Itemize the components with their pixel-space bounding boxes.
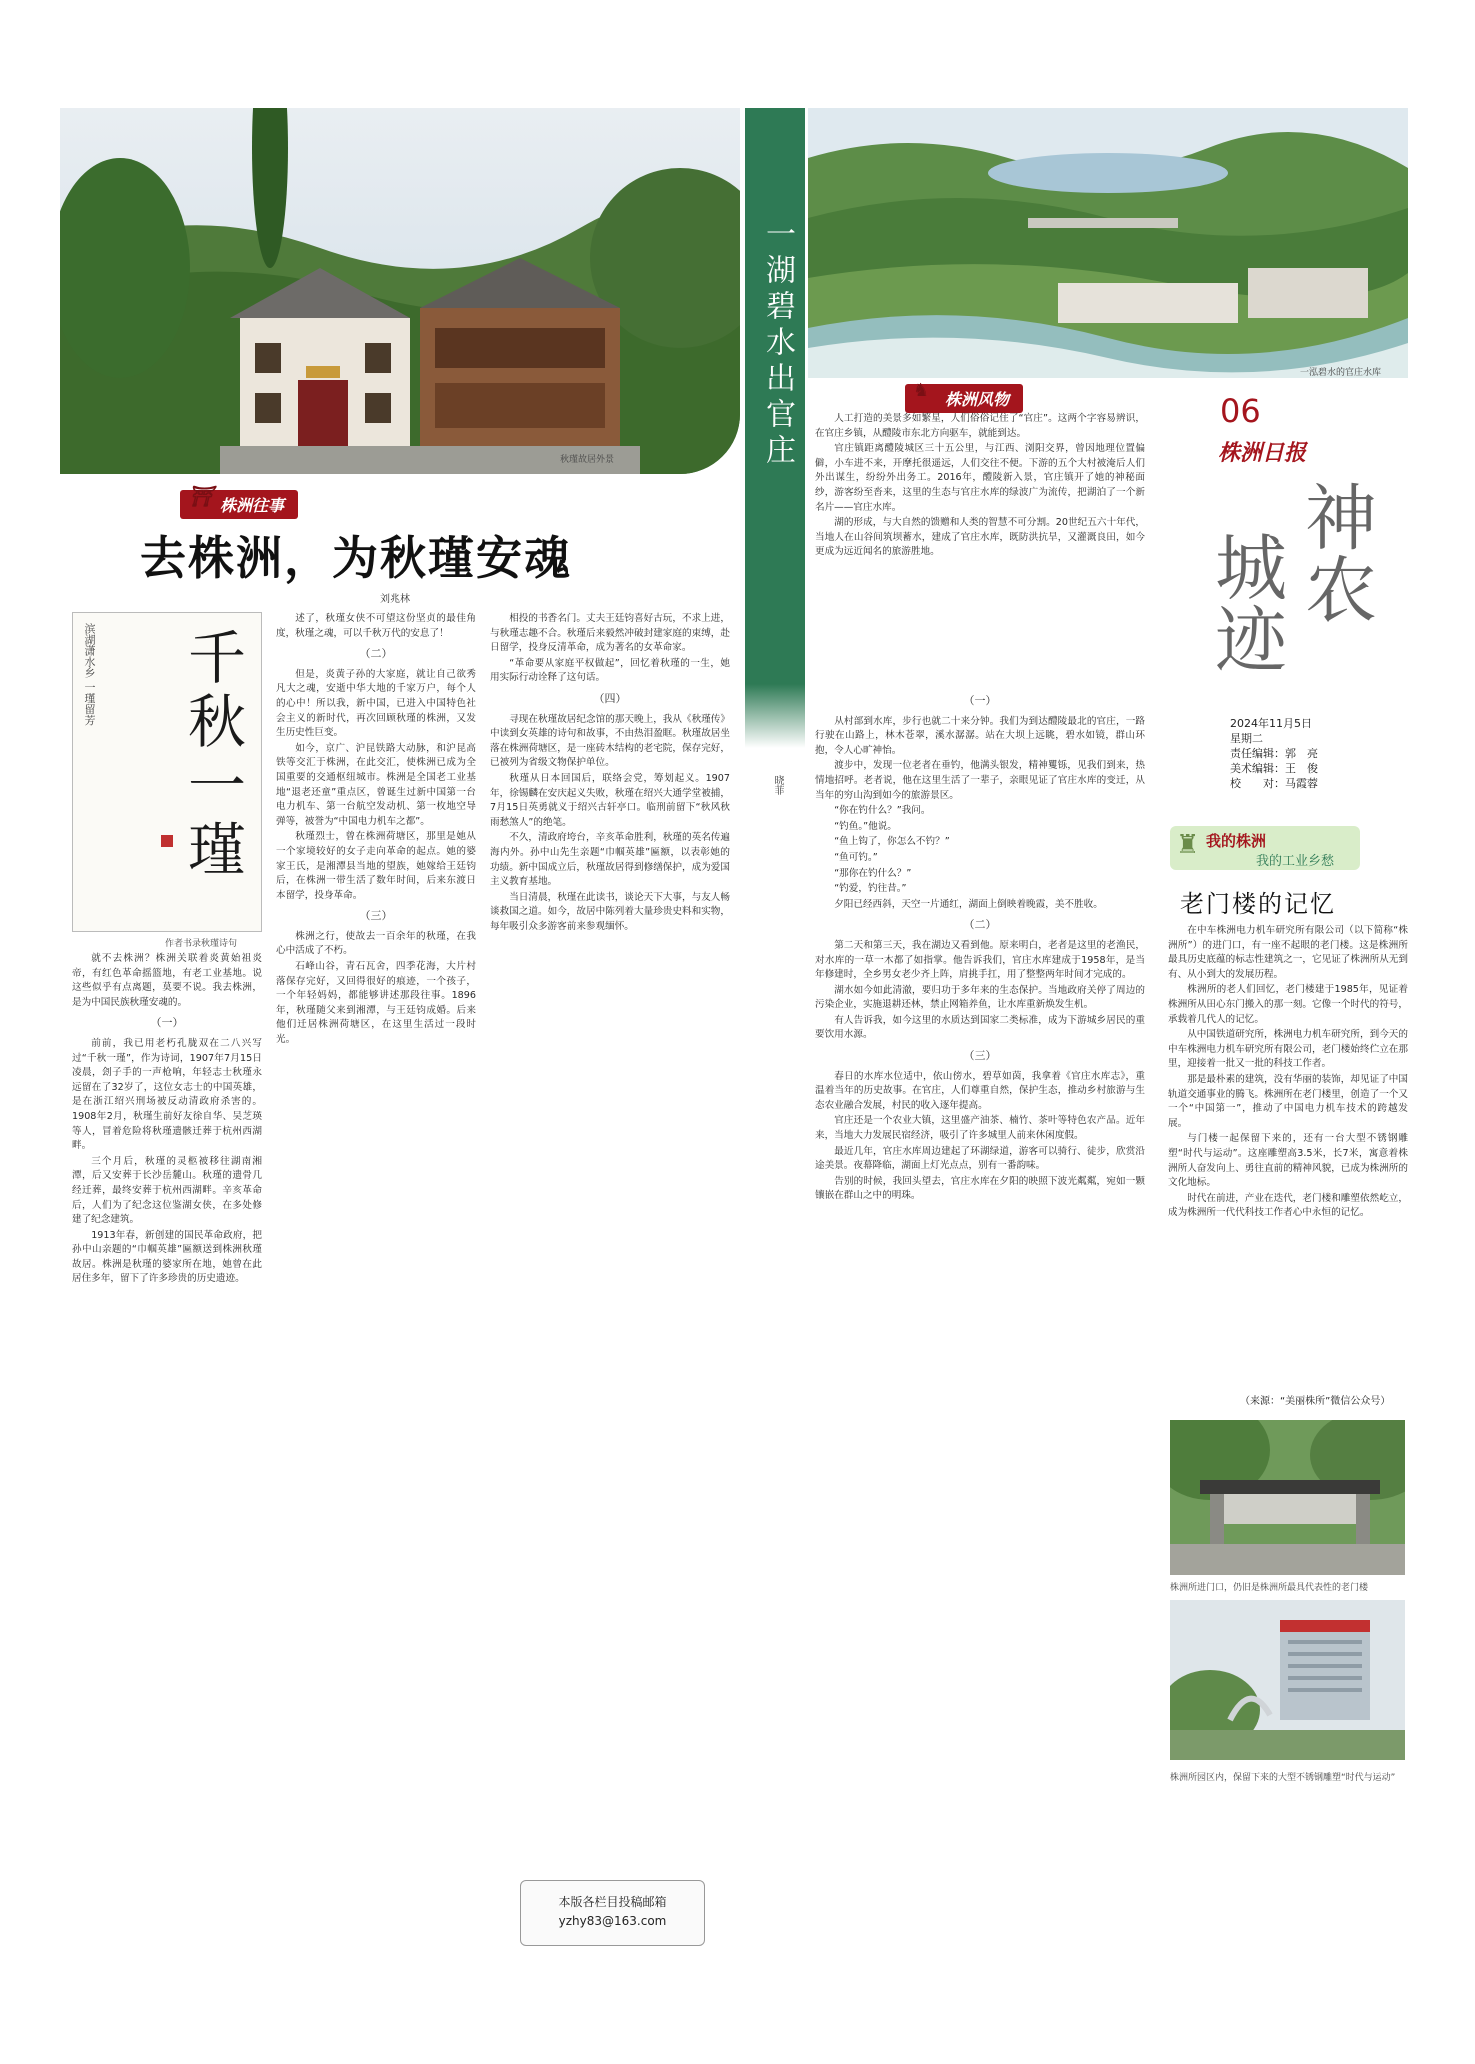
paragraph: 就不去株洲？株洲关联着炎黄始祖炎帝，有红色革命摇篮地，有老工业基地。说这些似乎有点离题，莫要不说。我去株洲，是为中国民族秋瑾安魂的。 bbox=[72, 953, 262, 1008]
horse-icon: ♞ bbox=[913, 380, 930, 401]
paragraph: 官庄还是一个农业大镇，这里盛产油茶、楠竹、茶叶等特色农产品。近年来，当地大力发展民宿经济，吸引了许多城里人前来休闲度假。 bbox=[815, 1115, 1145, 1142]
paragraph: 渡步中，发现一位老者在垂钓，他满头银发，精神矍铄，见我们到来，热情地招呼。老者说，他在这里生活了一辈子，亲眼见证了官庄水库的变迁，从当年的穷山沟到如今的旅游景区。 bbox=[815, 760, 1145, 801]
paragraph: 那是最朴素的建筑，没有华丽的装饰，却见证了中国轨道交通事业的腾飞。株洲所在老门楼里，创造了一个又一个“中国第一”，推动了中国电力机车技术的跨越发展。 bbox=[1168, 1073, 1408, 1129]
paragraph: 述了，秋瑾女侠不可望这份坚贞的最佳角度，秋瑾之魂，可以千秋万代的安息了！ bbox=[276, 613, 476, 639]
right-article-title: 老门楼的记忆 bbox=[1180, 890, 1336, 918]
badge-sub: 我的工业乡愁 bbox=[1256, 854, 1335, 869]
paragraph: 最近几年，官庄水库周边建起了环湖绿道，游客可以骑行、徒步，欣赏沿途美景。夜幕降临，湖面上灯光点点，别有一番韵味。 bbox=[815, 1145, 1145, 1172]
staff-art-editor: 美术编辑：王 俊 bbox=[1230, 762, 1318, 775]
section-heading-3: （三） bbox=[963, 1049, 997, 1063]
issue-date: 2024年11月5日 bbox=[1230, 717, 1312, 730]
section-badge-zhuzhou-local: ♞ 株洲风物 bbox=[905, 384, 1023, 413]
paragraph: 当日清晨，秋瑾在此读书，谈论天下大事，与友人畅谈救国之道。如今，故居中陈列着大量珍贵史料和实物，每年吸引众多游客前来参观缅怀。 bbox=[490, 891, 730, 932]
paragraph: 与门楼一起保留下来的，还有一台大型不锈钢雕塑“时代与运动”。这座雕塑高3.5米，长7米，寓意着株洲所人奋发向上、勇往直前的精神风貌，已成为株洲所的文化地标。 bbox=[1168, 1133, 1408, 1189]
paragraph: 石峰山谷，青石瓦舍，四季花海，大片村落保存完好，又回得很好的痕迹，一个孩子，一个年轻妈妈，都能够讲述那段往事。1896年，秋瑾随父来到湘潭，与王廷钧成婚。后来他们迁居株洲荷塘区，在这里生活过一段时光。 bbox=[276, 961, 476, 1046]
paragraph: “你在钓什么？”我问。 bbox=[834, 805, 931, 817]
paragraph: “革命要从家庭平权做起”，回忆着秋瑾的一生，她用实际行动诠释了这句话。 bbox=[490, 657, 730, 684]
paragraph: 从村部到水库，步行也就二十来分钟。我们为到达醴陵最北的官庄，一路行驶在山路上，林木苍翠，溪水潺潺。站在大坝上远眺，碧水如镜，群山环抱，令人心旷神怡。 bbox=[815, 715, 1145, 756]
calligraphy-main-text: 千秋一瑾 bbox=[178, 627, 246, 883]
headline: 去株洲，为秋瑾安魂 bbox=[140, 531, 572, 585]
my-zhuzhou-badge bbox=[1170, 826, 1360, 870]
vertical-banner-author: 晓菲 bbox=[772, 775, 783, 795]
paragraph: “鱼可钓。” bbox=[834, 851, 878, 863]
vertical-title-banner bbox=[745, 108, 805, 748]
paragraph: “钓鱼。”他说。 bbox=[834, 820, 897, 832]
column-title-line-1: 神农 bbox=[1293, 480, 1377, 624]
paragraph: 1913年春，新创建的国民革命政府，把孙中山亲题的“巾帼英雄”匾额送到株洲秋瑾故居。株洲是秋瑾的婆家所在地，她曾在此居住多年，留下了许多珍贵的历史遗迹。 bbox=[72, 1229, 262, 1285]
paragraph: 春日的水库水位适中，依山傍水，碧草如茵，我拿着《官庄水库志》，重温着当年的历史故事。在官庄，人们尊重自然，保护生态，推动乡村旅游与生态农业融合发展，村民的收入逐年提高。 bbox=[815, 1070, 1145, 1111]
paragraph: 相投的书香名门。丈夫王廷钧喜好古玩，不求上进，与秋瑾志趣不合。秋瑾后来毅然冲破封建家庭的束缚，赴日留学，投身反清革命，成为著名的女革命家。 bbox=[490, 613, 730, 654]
paragraph: 秋瑾烈士，曾在株洲荷塘区，那里是她从一个家境较好的女子走向革命的起点。她的婆家王氏，是湘潭县当地的望族，她嫁给王廷钧后，在株洲一带生活了数年时间，后来东渡日本留学，投身革命。 bbox=[276, 831, 476, 901]
page-number: 06 bbox=[1220, 392, 1261, 430]
article-source: （来源：“美丽株所”微信公众号） bbox=[1240, 1396, 1391, 1407]
paragraph: 官庄镇距离醴陵城区三十五公里，与江西、浏阳交界，曾因地理位置偏僻，小车进不来，开摩托很遥远，人们交往不便。下游的五个大村被淹后人们外出谋生，纷纷外出务工。2016年，醴陵新入景，官庄镇开了她的神秘面纱，游客纷至沓来，这里的生态与官庄水库的绿波广为流传，把湖泊了一个新名片——官庄水库。 bbox=[815, 443, 1145, 513]
middle-intro bbox=[815, 412, 1145, 682]
section-heading-2: （二） bbox=[359, 647, 393, 661]
staff-proofreader: 校 对：马霞蓉 bbox=[1230, 777, 1318, 790]
paragraph: 如今，京广、沪昆铁路大动脉，和沪昆高铁等交汇于株洲，在此交汇，使株洲已成为全国重要的交通枢纽城市。株洲是全国老工业基地“退老还童”重点区，曾诞生过新中国第一台电力机车、第一台航空发动机、第一枚地空导弹等，被誉为“中国电力机车之都”。 bbox=[276, 742, 476, 827]
paragraph: 从中国铁道研究所，株洲电力机车研究所，到今天的中车株洲电力机车研究所有限公司，老门楼始终伫立在那里，迎接着一批又一批的科技工作者。 bbox=[1168, 1029, 1408, 1070]
vertical-title: 一湖碧水出官庄 bbox=[760, 218, 795, 470]
issue-info bbox=[1230, 716, 1318, 791]
paragraph: 湖的形成，与大自然的馈赠和人类的智慧不可分割。20世纪五六十年代，当地人在山谷间筑坝蓄水，建成了官庄水库，既防洪抗旱，又灌溉良田，如今更成为远近闻名的旅游胜地。 bbox=[815, 517, 1145, 558]
column-title-calligraphy bbox=[1185, 480, 1395, 710]
paragraph: 告别的时候，我回头望去，官庄水库在夕阳的映照下波光粼粼，宛如一颗镶嵌在群山之中的明珠。 bbox=[815, 1175, 1145, 1202]
column-title-line-2: 城迹 bbox=[1203, 530, 1287, 674]
paragraph: 前前，我已用老朽孔胧双在二八兴写过“千秋一瑾”，作为诗词，1907年7月15日凌晨，刽子手的一声枪响，年轻志士秋瑾永远留在了32岁了，这位女志士的中国英雄，是在浙江绍兴刑场被反动清政府杀害的。1908年2月，秋瑾生前好友徐自华、吴芝瑛等人，冒着危险将秋瑾遗骸迁葬于杭州西湖畔。 bbox=[72, 1037, 262, 1152]
calligraphy-caption: 作者书录秋瑾诗句 bbox=[165, 939, 238, 949]
author: 刘兆林 bbox=[380, 594, 410, 605]
paragraph: 三个月后，秋瑾的灵柩被移往湖南湘潭，后又安葬于长沙岳麓山。秋瑾的遗骨几经迁葬，最终安葬于杭州西湖畔。辛亥革命后，人们为了纪念这位鉴湖女侠，在多处修建了纪念建筑。 bbox=[72, 1155, 262, 1226]
sculpture-photo-caption: 株洲所园区内，保留下来的大型不锈钢雕塑“时代与运动” bbox=[1170, 1773, 1396, 1783]
paragraph: 夕阳已经西斜，天空一片通红，湖面上倒映着晚霞，美不胜收。 bbox=[834, 898, 1103, 910]
left-column-2 bbox=[276, 612, 476, 2002]
reservoir-photo bbox=[808, 108, 1408, 378]
calligraphy-artwork bbox=[72, 612, 262, 932]
staff-editor: 责任编辑：郭 亮 bbox=[1230, 747, 1318, 760]
middle-column bbox=[815, 688, 1145, 2018]
house-photo bbox=[60, 108, 740, 474]
submission-mailbox bbox=[520, 1880, 705, 1946]
paragraph: 株洲所的老人们回忆，老门楼建于1985年，见证着株洲所从田心东门搬入的那一刻。它像一个时代的符号，承载着几代人的记忆。 bbox=[1168, 984, 1408, 1025]
issue-weekday: 星期二 bbox=[1230, 732, 1263, 745]
paragraph: 湖水如今如此清澈，要归功于多年来的生态保护。当地政府关停了周边的污染企业，实施退耕还林，禁止网箱养鱼，让水库重新焕发生机。 bbox=[815, 984, 1145, 1011]
sculpture-photo bbox=[1170, 1600, 1405, 1760]
pagoda-icon: ⛩ bbox=[188, 484, 214, 508]
section-heading-3: （三） bbox=[359, 909, 393, 923]
paragraph: 有人告诉我，如今这里的水质达到国家二类标准，成为下游城乡居民的重要饮用水源。 bbox=[815, 1014, 1145, 1041]
section-badge-zhuzhou-past: ⛩ 株洲往事 bbox=[180, 490, 298, 519]
section-heading-4: （四） bbox=[593, 691, 627, 705]
paragraph: 秋瑾从日本回国后，联络会党，筹划起义。1907年，徐锡麟在安庆起义失败，秋瑾在绍兴大通学堂被捕，7月15日英勇就义于绍兴古轩亭口。临刑前留下“秋风秋雨愁煞人”的绝笔。 bbox=[490, 772, 730, 828]
reservoir-photo-caption: 一泓碧水的官庄水库 bbox=[1300, 368, 1382, 378]
newspaper-name: 株洲日报 bbox=[1218, 440, 1307, 466]
house-photo-caption: 秋瑾故居外景 bbox=[560, 455, 615, 465]
badge-main: 我的株洲 bbox=[1206, 832, 1267, 850]
paragraph: 寻现在秋瑾故居纪念馆的那天晚上，我从《秋瑾传》中读到女英雄的诗句和故事，不由热泪盈眶。秋瑾故居坐落在株洲荷塘区，是一座砖木结构的老宅院，保存完好，已被列为省级文物保护单位。 bbox=[490, 713, 730, 769]
paragraph: 但是，炎黄子孙的大家庭，就让自己欲秀凡大之魂，安逝中华大地的千家万户，每个人的心中！所以我，新中国，已进入中国特色社会主义的新时代，再次回顾秋瑾的株洲，又发生历史性巨变。 bbox=[276, 668, 476, 739]
section-heading: （一） bbox=[150, 1016, 184, 1030]
right-article-body bbox=[1168, 924, 1408, 1386]
section-heading-1: （一） bbox=[963, 694, 997, 707]
calligraphy-side-text: 滨湖潇水乡 一瑾留芳 bbox=[83, 623, 96, 726]
gate-photo bbox=[1170, 1420, 1405, 1575]
section-heading-2: （二） bbox=[963, 918, 997, 932]
paragraph: “鱼上钩了，你怎么不钓？” bbox=[834, 836, 950, 848]
paragraph: 人工打造的美景多如繁星，人们俗俗记住了“官庄”。这两个字容易辨识，在官庄乡镇，从醴陵市东北方向驱车，就能到达。 bbox=[815, 413, 1145, 439]
left-column-3 bbox=[490, 612, 730, 1822]
mailbox-email: yzhy83@163.com bbox=[558, 1914, 667, 1928]
left-column-1 bbox=[72, 952, 262, 2002]
paragraph: 时代在前进，产业在迭代，老门楼和雕塑依然屹立，成为株洲所一代代科技工作者心中永恒的记忆。 bbox=[1168, 1192, 1408, 1219]
mailbox-label: 本版各栏目投稿邮箱 bbox=[558, 1895, 667, 1909]
paragraph: 在中车株洲电力机车研究所有限公司（以下简称“株洲所”）的进门口，有一座不起眼的老门楼。这是株洲所最具历史底蕴的标志性建筑之一，它见证了株洲所从无到有、从小到大的发展历程。 bbox=[1168, 925, 1408, 980]
statue-icon: ♜ bbox=[1176, 830, 1200, 860]
seal-stamp bbox=[161, 835, 173, 847]
gate-photo-caption: 株洲所进门口，仍旧是株洲所最具代表性的老门楼 bbox=[1170, 1583, 1369, 1593]
paragraph: 第二天和第三天，我在湖边又看到他。原来明白，老者是这里的老渔民，对水库的一草一木都了如指掌。他告诉我们，官庄水库建成于1958年，是当年修建时，全乡男女老少齐上阵，肩挑手扛，用了整整两年时间才完成的。 bbox=[815, 939, 1145, 981]
paragraph: “那你在钓什么？” bbox=[834, 867, 912, 879]
paragraph: “钓爱，钓往昔。” bbox=[834, 883, 907, 895]
paragraph: 株洲之行，使故去一百余年的秋瑾，在我心中活成了不朽。 bbox=[276, 930, 476, 957]
paragraph: 不久，清政府垮台，辛亥革命胜利，秋瑾的英名传遍海内外。孙中山先生亲题“巾帼英雄”匾额，以表彰她的功绩。新中国成立后，秋瑾故居得到修缮保护，成为爱国主义教育基地。 bbox=[490, 832, 730, 888]
